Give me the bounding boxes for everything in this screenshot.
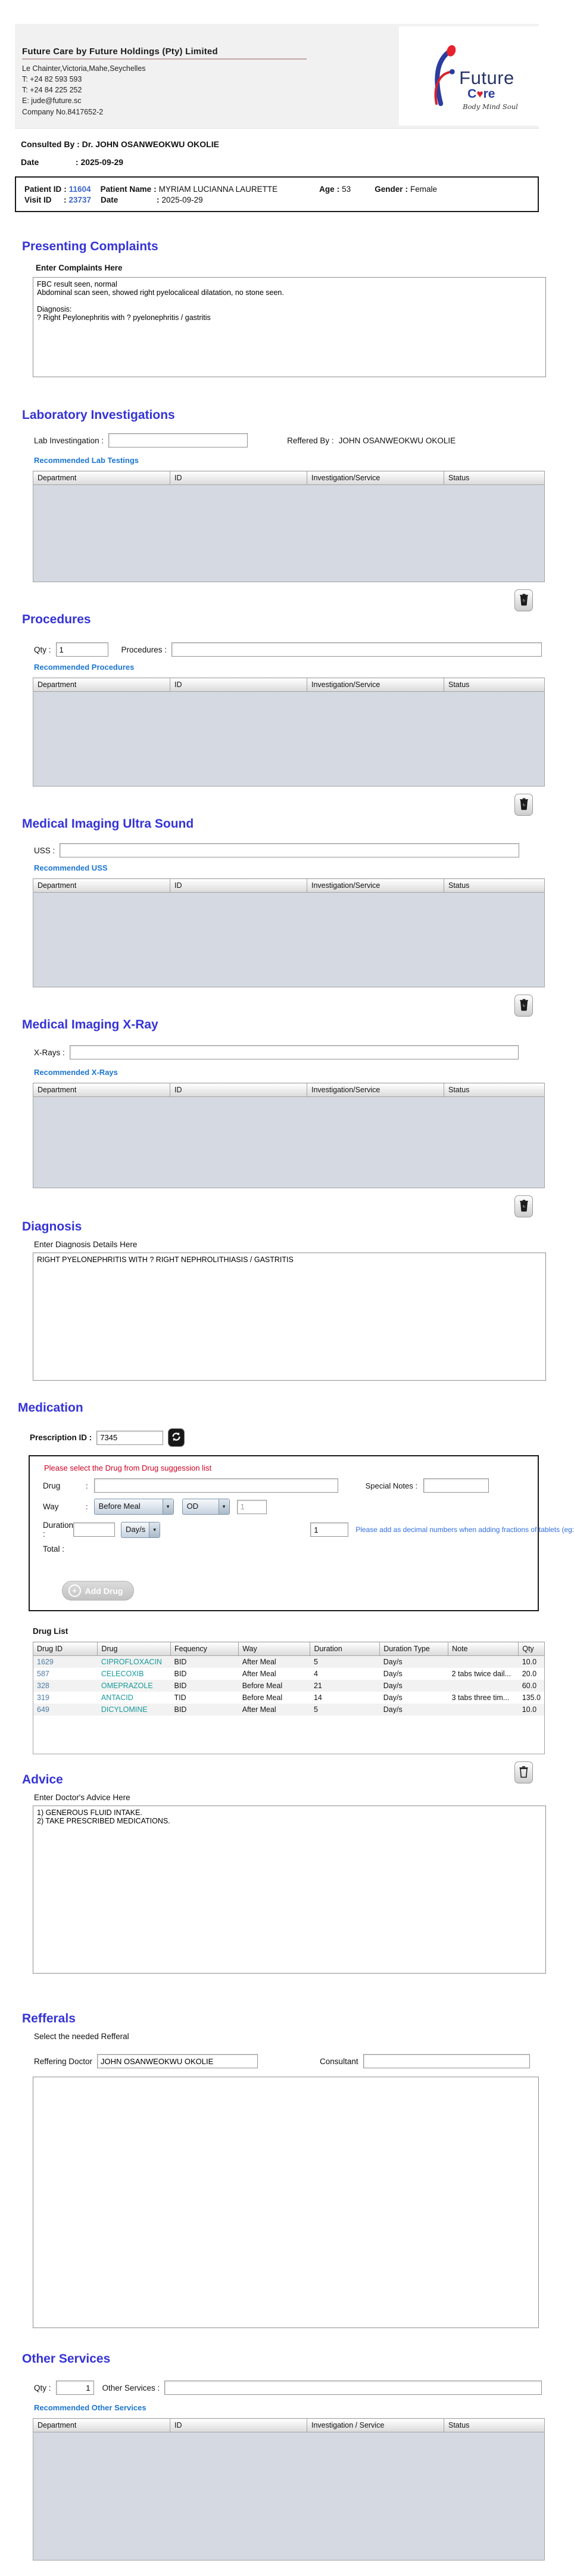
column-header: Department — [33, 1083, 170, 1097]
drug-qty: 135.0 — [519, 1692, 545, 1704]
svg-text:↻: ↻ — [522, 599, 526, 603]
drug-note: 2 tabs twice dail... — [448, 1668, 519, 1680]
empty-table-body — [33, 692, 545, 787]
column-header: ID — [170, 678, 307, 692]
drug-qty: 10.0 — [519, 1656, 545, 1668]
add-drug-button[interactable]: + Add Drug — [62, 1581, 135, 1601]
drug-rows — [33, 1656, 545, 1716]
way-label: Way — [43, 1502, 59, 1511]
other-services-table — [33, 2418, 545, 2561]
empty-table-body — [33, 893, 545, 987]
column-header: Qty — [519, 1642, 545, 1656]
section-title-referrals: Refferals — [22, 2012, 76, 2025]
drug-way: Before Meal — [239, 1680, 310, 1692]
drug-row[interactable] — [33, 1704, 545, 1716]
procedures-qty-label: Qty : — [34, 645, 51, 654]
dose-count-input — [237, 1500, 267, 1514]
visit-date-label: Date — [101, 195, 118, 204]
consulted-by-value: JOHN OSANWEOKWU OKOLIE — [95, 139, 219, 149]
logo-word-care: C♥re — [467, 86, 495, 101]
referrals-label: Select the needed Refferal — [34, 2032, 129, 2041]
drug-name: ANTACID — [98, 1692, 171, 1704]
company-address: Le Chainter,Victoria,Mahe,Seychelles — [22, 64, 146, 73]
referred-by-value: JOHN OSANWEOKWU OKOLIE — [338, 436, 456, 445]
delete-uss-button[interactable] — [514, 995, 533, 1017]
drug-row[interactable] — [33, 1656, 545, 1668]
uss-table — [33, 878, 545, 987]
other-qty-input[interactable] — [56, 2381, 94, 2395]
column-header: Investigation/Service — [307, 471, 444, 485]
column-header: Status — [444, 678, 545, 692]
section-title-ultrasound: Medical Imaging Ultra Sound — [22, 817, 194, 831]
column-header: ID — [170, 2419, 307, 2432]
company-email: E: jude@future.sc — [22, 97, 82, 105]
drug-suggestion-alert: Please select the Drug from Drug suggession list — [44, 1463, 212, 1472]
advice-label: Enter Doctor's Advice Here — [34, 1793, 130, 1802]
consultant-input[interactable] — [363, 2054, 530, 2068]
drug-duration-type: Day/s — [380, 1668, 448, 1680]
drug-frequency: BID — [171, 1704, 239, 1716]
drug-id-link[interactable]: 328 — [33, 1680, 98, 1692]
consultation-form — [0, 24, 574, 2576]
section-title-procedures: Procedures — [22, 613, 91, 626]
xray-table — [33, 1083, 545, 1188]
column-header: ID — [170, 1083, 307, 1097]
drug-label: Drug — [43, 1481, 61, 1490]
other-services-label: Other Services : — [102, 2383, 160, 2392]
drug-row[interactable] — [33, 1680, 545, 1692]
drug-id-link[interactable]: 649 — [33, 1704, 98, 1716]
delete-lab-testing-button[interactable] — [514, 589, 533, 611]
diagnosis-label: Enter Diagnosis Details Here — [34, 1240, 138, 1249]
patient-id-value: 11604 — [68, 185, 91, 194]
section-title-xray: Medical Imaging X-Ray — [22, 1018, 158, 1031]
column-header: Investigation / Service — [307, 2419, 444, 2432]
recommended-procedures-link[interactable]: Recommended Procedures — [34, 663, 135, 672]
column-header: Investigation/Service — [307, 879, 444, 893]
age-label: Age — [319, 185, 335, 194]
drug-note — [448, 1704, 519, 1716]
total-label: Total : — [43, 1545, 65, 1553]
drug-row[interactable] — [33, 1668, 545, 1680]
referring-doctor-label: Reffering Doctor — [34, 2056, 93, 2066]
gender-label: Gender — [375, 185, 403, 194]
referral-list-box[interactable] — [33, 2077, 539, 2328]
column-header: Status — [444, 1083, 545, 1097]
delete-advice-button[interactable] — [514, 1761, 533, 1783]
visit-id-value: 23737 — [68, 195, 92, 204]
delete-procedure-button[interactable] — [514, 794, 533, 816]
drug-qty: 60.0 — [519, 1680, 545, 1692]
uss-label: USS : — [34, 846, 55, 855]
section-title-medication: Medication — [18, 1401, 83, 1415]
trash-outline-icon — [519, 1766, 529, 1780]
advice-textarea[interactable] — [33, 1806, 546, 1974]
column-header: Department — [33, 471, 170, 485]
visit-date-value: 2025-09-29 — [161, 195, 203, 204]
column-header: Fequency — [171, 1642, 239, 1656]
drug-way: After Meal — [239, 1668, 310, 1680]
drug-name: CELECOXIB — [98, 1668, 171, 1680]
drug-way: Before Meal — [239, 1692, 310, 1704]
complaints-label: Enter Complaints Here — [36, 263, 123, 272]
age-value: 53 — [342, 185, 351, 194]
column-header: Investigation/Service — [307, 678, 444, 692]
drug-duration-type: Day/s — [380, 1656, 448, 1668]
section-title-advice: Advice — [22, 1773, 63, 1786]
other-qty-label: Qty : — [34, 2383, 51, 2392]
drug-qty: 20.0 — [519, 1668, 545, 1680]
xray-label: X-Rays : — [34, 1048, 65, 1057]
visit-id-label: Visit ID — [24, 195, 52, 204]
logo-word-future: Future — [459, 67, 514, 88]
section-title-other-services: Other Services — [22, 2352, 111, 2366]
column-header: ID — [170, 471, 307, 485]
drug-id-link[interactable]: 1629 — [33, 1656, 98, 1668]
fraction-hint: Please add as decimal numbers when adding fractions of tablets (eg: — [355, 1525, 574, 1534]
drug-note — [448, 1656, 519, 1668]
drug-duration: 4 — [310, 1668, 380, 1680]
patient-name-value: MYRIAM LUCIANNA LAURETTE — [158, 185, 278, 194]
drug-id-link[interactable]: 319 — [33, 1692, 98, 1704]
way-select[interactable]: Before Meal ▼ — [94, 1499, 174, 1515]
logo-wordmark — [459, 69, 518, 111]
drug-duration: 5 — [310, 1704, 380, 1716]
consultant-label: Consultant — [320, 2056, 358, 2066]
xray-input[interactable] — [70, 1045, 519, 1059]
column-header: Status — [444, 471, 545, 485]
column-header: ID — [170, 879, 307, 893]
prescription-id-label: Prescription ID : — [30, 1433, 92, 1442]
refresh-prescription-button[interactable] — [168, 1428, 185, 1447]
referred-by-label: Reffered By : — [287, 436, 334, 445]
heart-icon: ♥ — [476, 88, 483, 101]
drug-name: DICYLOMINE — [98, 1704, 171, 1716]
drug-frequency: TID — [171, 1692, 239, 1704]
referring-doctor-input[interactable] — [97, 2054, 258, 2068]
column-header: Status — [444, 2419, 545, 2432]
duration-input[interactable] — [73, 1522, 115, 1537]
chevron-down-icon: ▼ — [163, 1499, 173, 1514]
column-header: Duration — [310, 1642, 380, 1656]
section-title-presenting-complaints: Presenting Complaints — [22, 240, 158, 253]
section-title-diagnosis: Diagnosis — [22, 1220, 82, 1233]
drug-list-table — [33, 1642, 545, 1754]
duration-unit-select[interactable]: Day/s ▼ — [121, 1522, 160, 1538]
special-notes-label: Special Notes : — [365, 1481, 418, 1490]
empty-table-body — [33, 1097, 545, 1188]
drug-list-label: Drug List — [33, 1627, 68, 1636]
consult-date-label: Date — [21, 157, 39, 167]
column-header: Department — [33, 2419, 170, 2432]
chevron-down-icon: ▼ — [149, 1522, 160, 1537]
trash-icon — [519, 593, 529, 608]
company-phone-1: T: +24 82 593 593 — [22, 75, 82, 84]
other-services-input[interactable] — [164, 2381, 542, 2395]
drug-row[interactable] — [33, 1692, 545, 1704]
patient-info-box — [15, 176, 539, 212]
trash-icon — [519, 1200, 529, 1214]
column-header: Status — [444, 879, 545, 893]
drug-duration-type: Day/s — [380, 1692, 448, 1704]
svg-text:↻: ↻ — [522, 803, 526, 807]
logo-tagline: Body Mind Soul — [463, 102, 518, 111]
company-name: Future Care by Future Holdings (Pty) Limited — [22, 46, 307, 60]
frequency-select[interactable]: OD ▼ — [182, 1499, 230, 1515]
plus-circle-icon: + — [68, 1584, 81, 1597]
drug-frequency: BID — [171, 1668, 239, 1680]
consulted-by-row — [21, 139, 554, 149]
colon: : — [75, 157, 79, 167]
drug-id-link[interactable]: 587 — [33, 1668, 98, 1680]
patient-row-1: Patient ID : 11604 Patient Name : MYRIAM LUCIANNA LAURETTE Age : 53 Gender : Female — [24, 185, 437, 194]
drug-way: After Meal — [239, 1704, 310, 1716]
lab-investigation-label: Lab Investingation : — [34, 436, 104, 445]
logo-figure-icon — [420, 36, 458, 116]
drug-note: 3 tabs three tim... — [448, 1692, 519, 1704]
consult-date-value: 2025-09-29 — [80, 157, 124, 167]
drug-duration-type: Day/s — [380, 1680, 448, 1692]
column-header: Duration Type — [380, 1642, 448, 1656]
company-logo — [399, 26, 539, 126]
column-header: Investigation/Service — [307, 1083, 444, 1097]
consult-date-row — [21, 157, 554, 167]
special-notes-input[interactable] — [423, 1478, 489, 1493]
patient-id-label: Patient ID — [24, 185, 62, 194]
tablet-fraction-input[interactable] — [310, 1522, 348, 1537]
diagnosis-textarea[interactable] — [33, 1253, 546, 1381]
column-header: Way — [239, 1642, 310, 1656]
prescription-id-input[interactable] — [96, 1431, 163, 1445]
drug-qty: 10.0 — [519, 1704, 545, 1716]
empty-table-body — [33, 2432, 545, 2561]
drug-way: After Meal — [239, 1656, 310, 1668]
drug-frequency: BID — [171, 1656, 239, 1668]
complaints-textarea[interactable] — [33, 277, 546, 377]
company-number: Company No.8417652-2 — [22, 107, 104, 116]
drug-input[interactable] — [94, 1478, 338, 1493]
column-header: Drug ID — [33, 1642, 98, 1656]
drug-duration-type: Day/s — [380, 1704, 448, 1716]
trash-icon — [519, 798, 529, 812]
drug-name: CIPROFLOXACIN — [98, 1656, 171, 1668]
recommended-other-services-link[interactable]: Recommended Other Services — [34, 2403, 146, 2412]
drug-frequency: BID — [171, 1680, 239, 1692]
empty-table-body — [33, 1716, 545, 1754]
uss-input[interactable] — [60, 843, 519, 857]
drug-name: OMEPRAZOLE — [98, 1680, 171, 1692]
trash-icon — [519, 999, 529, 1013]
drug-note — [448, 1680, 519, 1692]
column-header: Department — [33, 678, 170, 692]
procedures-input[interactable] — [171, 642, 542, 657]
delete-xray-button[interactable] — [514, 1195, 533, 1217]
company-phone-2: T: +24 84 225 252 — [22, 86, 82, 95]
svg-text:↻: ↻ — [522, 1205, 526, 1209]
patient-row-2: Visit ID : 23737 Date : 2025-09-29 — [24, 195, 203, 204]
duration-label: Duration : — [43, 1521, 74, 1539]
drug-duration: 14 — [310, 1692, 380, 1704]
drug-duration: 5 — [310, 1656, 380, 1668]
consulted-by-label: Consulted By : Dr. — [21, 139, 93, 149]
refresh-icon — [171, 1431, 182, 1444]
procedures-qty-input[interactable] — [56, 642, 108, 657]
lab-testings-table — [33, 471, 545, 582]
recommended-xrays-link[interactable]: Recommended X-Rays — [34, 1068, 118, 1077]
drug-duration: 21 — [310, 1680, 380, 1692]
svg-text:↻: ↻ — [522, 1004, 526, 1008]
gender-value: Female — [410, 185, 437, 194]
lab-investigation-input[interactable] — [108, 433, 248, 448]
recommended-lab-testings-link[interactable]: Recommended Lab Testings — [34, 456, 139, 465]
column-header: Department — [33, 879, 170, 893]
column-header: Note — [448, 1642, 519, 1656]
section-title-laboratory: Laboratory Investigations — [22, 408, 175, 422]
recommended-uss-link[interactable]: Recommended USS — [34, 863, 108, 872]
patient-name-label: Patient Name — [100, 185, 152, 194]
column-header: Drug — [98, 1642, 171, 1656]
medication-entry-box: Please select the Drug from Drug suggession list Drug : Special Notes : Way : Before Meal ▼ OD ▼ 1 Duration : Day/s ▼ 1 Please add as decimal numbers when adding fractions of tablets (eg: Total : + Add Drug — [29, 1455, 539, 1611]
chevron-down-icon: ▼ — [219, 1499, 229, 1514]
procedures-label: Procedures : — [121, 645, 167, 654]
letterhead — [15, 24, 539, 129]
procedures-table — [33, 678, 545, 787]
empty-table-body — [33, 485, 545, 582]
